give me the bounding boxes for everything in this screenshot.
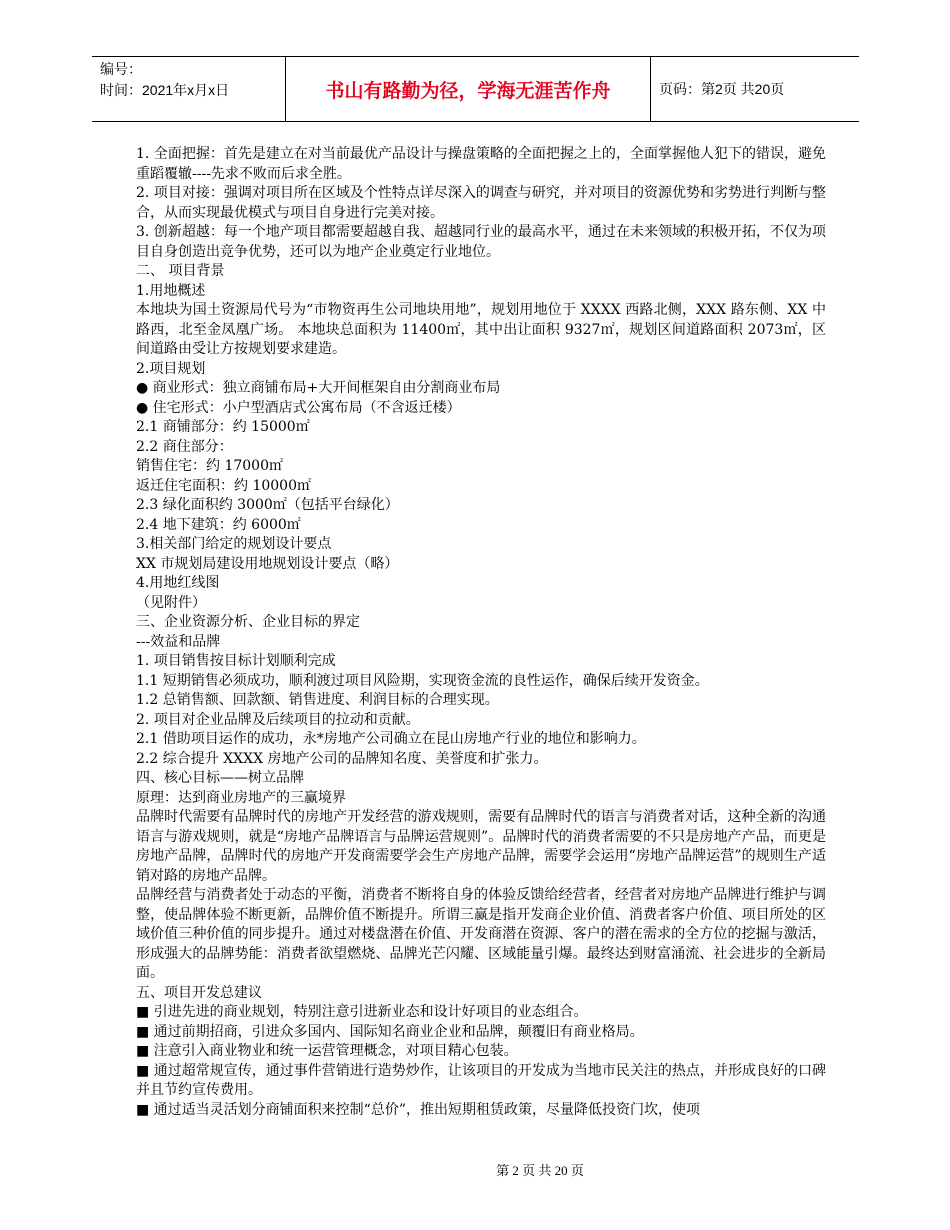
paragraph: 2.4 地下建筑：约 6000㎡ bbox=[136, 516, 301, 533]
motto-text: 书山有路勤为径，学海无涯苦作舟 bbox=[325, 79, 611, 102]
paragraph: XX 市规划局建设用地规划设计要点（略） bbox=[136, 555, 399, 572]
page-label: 页码：第2页 共20页 bbox=[659, 81, 785, 97]
paragraph: ■ 通过适当灵活划分商铺面积来控制“总价”，推出短期租赁政策，尽量降低投资门坎，使项 bbox=[136, 1101, 700, 1118]
paragraph: 2.3 绿化面积约 3000㎡（包括平台绿化） bbox=[136, 497, 399, 513]
time-label: 时间：2021年x月x日 bbox=[100, 82, 230, 98]
paragraph: ● 商业形式：独立商铺布局+大开间框架自由分割商业布局 bbox=[136, 380, 501, 396]
paragraph: 五、项目开发总建议 bbox=[136, 984, 262, 1001]
paragraph: 1.2 总销售额、回款额、销售进度、利润目标的合理实现。 bbox=[136, 692, 499, 708]
paragraph: 本地块为国土资源局代号为“市物资再生公司地块用地”，规划用地位于 XXXX 西路北侧，XXX 路东侧、XX 中路西，北至金凤凰广场。 本地块总面积为 11400㎡，其中出让面积 9327㎡，规划区间道路面积 2073㎡，区间道路由受让方按规划要求建造。 bbox=[136, 302, 826, 357]
paragraph: 三、企业资源分析、企业目标的界定 bbox=[136, 614, 360, 630]
code-label: 编号： bbox=[100, 61, 142, 77]
paragraph: 2.2 综合提升 XXXX 房地产公司的品牌知名度、美誉度和扩张力。 bbox=[136, 750, 548, 767]
motto-cell bbox=[285, 57, 651, 121]
paragraph: 3.相关部门给定的规划设计要点 bbox=[136, 536, 332, 552]
paragraph: 1.用地概述 bbox=[136, 282, 206, 299]
page-header bbox=[92, 56, 859, 122]
paragraph: 4.用地红线图 bbox=[136, 575, 220, 591]
paragraph: 2.项目规划 bbox=[136, 360, 206, 377]
header-info-cell bbox=[92, 57, 285, 121]
page-footer: 第 2 页 共 20 页 bbox=[496, 1163, 584, 1178]
paragraph: ● 住宅形式：小户型酒店式公寓布局（不含返迁楼） bbox=[136, 399, 461, 416]
paragraph: 2. 项目对接：强调对项目所在区域及个性特点详尽深入的调查与研究，并对项目的资源优势和劣势进行判断与整合，从而实现最优模式与项目自身进行完美对接。 bbox=[136, 185, 826, 221]
paragraph: ■ 引进先进的商业规划，特别注意引进新业态和设计好项目的业态组合。 bbox=[136, 1004, 588, 1020]
paragraph: 四、核心目标——树立品牌 bbox=[136, 770, 304, 786]
paragraph: 1.1 短期销售必须成功，顺利渡过项目风险期，实现资金流的良性运作，确保后续开发资金。 bbox=[136, 672, 709, 689]
paragraph: 1. 项目销售按目标计划顺利完成 bbox=[136, 653, 336, 669]
paragraph: 返迁住宅面积：约 10000㎡ bbox=[136, 477, 311, 494]
paragraph: 2. 项目对企业品牌及后续项目的拉动和贡献。 bbox=[136, 711, 420, 728]
paragraph: 2.1 借助项目运作的成功，永*房地产公司确立在昆山房地产行业的地位和影响力。 bbox=[136, 731, 646, 747]
paragraph: 品牌经营与消费者处于动态的平衡，消费者不断将自身的体验反馈给经营者，经营者对房地产品牌进行维护与调整，使品牌体验不断更新，品牌价值不断提升。所谓三赢是指开发商企业价值、消费者客户价值、项目所处的区域价值三种价值的同步提升。通过对楼盘潜在价值、开发商潜在资源、客户的潜在需求的全方位的挖掘与激活，形成强大的品牌势能：消费者欲望燃烧、品牌光芒闪耀、区域能量引爆。最终达到财富涌流、社会进步的全新局面。 bbox=[136, 887, 826, 981]
paragraph: ■ 注意引入商业物业和统一运营管理概念，对项目精心包装。 bbox=[136, 1043, 518, 1059]
paragraph: 3. 创新超越：每一个地产项目都需要超越自我、超越同行业的最高水平，通过在未来领域的积极开拓，不仅为项目自身创造出竞争优势，还可以为地产企业奠定行业地位。 bbox=[136, 224, 826, 260]
paragraph: 2.1 商铺部分：约 15000㎡ bbox=[136, 419, 310, 435]
paragraph: 1. 全面把握：首先是建立在对当前最优产品设计与操盘策略的全面把握之上的，全面掌握他人犯下的错误，避免重蹈覆辙----先求不败而后求全胜。 bbox=[136, 146, 826, 182]
page-number-cell bbox=[651, 57, 859, 121]
paragraph: ■ 通过超常规宣传，通过事件营销进行造势炒作，让该项目的开发成为当地市民关注的热点，并形成良好的口碑并且节约宣传费用。 bbox=[136, 1062, 826, 1098]
paragraph: 原理：达到商业房地产的三赢境界 bbox=[136, 789, 346, 806]
paragraph: 销售住宅：约 17000㎡ bbox=[136, 458, 283, 474]
paragraph: 2.2 商住部分： bbox=[136, 438, 233, 455]
paragraph: 二、 项目背景 bbox=[136, 263, 225, 279]
paragraph: 品牌时代需要有品牌时代的房地产开发经营的游戏规则，需要有品牌时代的语言与消费者对话，这种全新的沟通语言与游戏规则，就是“房地产品牌语言与品牌运营规则”。品牌时代的消费者需要的不只是房地产产品，而更是房地产品牌，品牌时代的房地产开发商需要学会生产房地产品牌，需要学会运用“房地产品牌运营”的规则生产适销对路的房地产品牌。 bbox=[136, 809, 826, 884]
document-body bbox=[136, 145, 826, 1120]
paragraph: ---效益和品牌 bbox=[136, 633, 221, 650]
paragraph: （见附件） bbox=[136, 594, 206, 611]
paragraph: ■ 通过前期招商，引进众多国内、国际知名商业企业和品牌，颠覆旧有商业格局。 bbox=[136, 1023, 644, 1040]
